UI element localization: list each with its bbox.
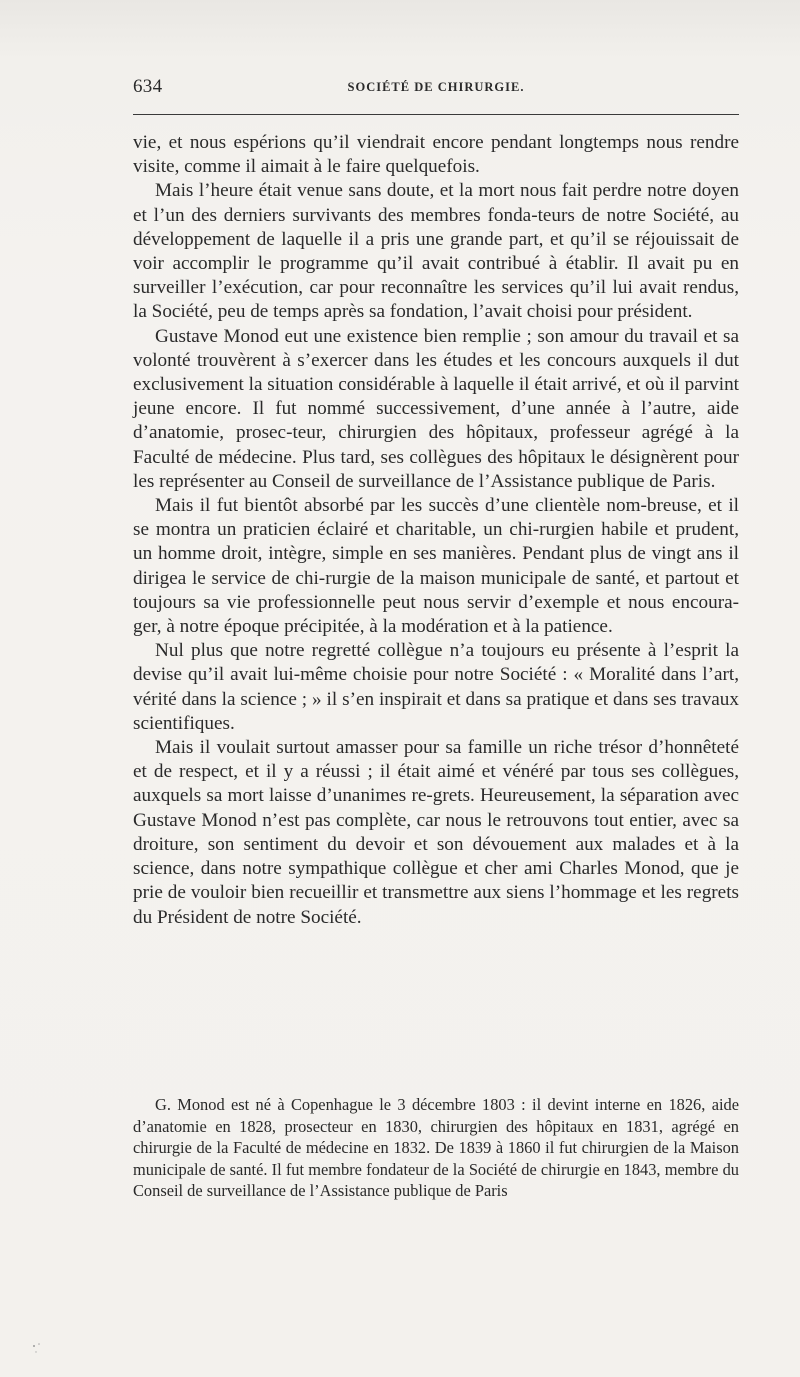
running-head: SOCIÉTÉ DE CHIRURGIE. [347,80,525,94]
header-rule [133,114,739,115]
footnote: G. Monod est né à Copenhague le 3 décembre 1803 : il devint interne en 1826, aide d’anatomie en 1828, prosecteur en 1830, chirurgien des hôpitaux en 1831, agrégé en chirurgie de la Faculté de médecine en 1832. De 1839 à 1860 il fut chirurgien de la Maison municipale de santé. Il fut membre fondateur de la Société de chirurgie en 1843, membre du Conseil de surveillance de l’Assistance publique de Paris [133,1095,739,1201]
paragraph-2: Mais l’heure était venue sans doute, et la mort nous fait perdre notre doyen et l’un des derniers survivants des membres fonda-teurs de notre Société, au développement de laquelle il a pris une grande part, et qu’il se réjouissait de voir accomplir le programme qu’il avait contribué à établir. Il avait pu en surveiller l’exécution, car pour reconnaître les services qu’il lui avait rendus, la Société, peu de temps après sa fondation, l’avait choisi pour président. [133,180,739,323]
paragraph-1: vie, et nous espérions qu’il viendrait encore pendant longtemps nous rendre visite, comme il aimait à le faire quelquefois. [133,132,739,178]
paragraph-3: Gustave Monod eut une existence bien remplie ; son amour du travail et sa volonté trouvèrent à s’exercer dans les études et les concours auxquels il dut exclusivement la situation considérable à laquelle il était arrivé, et où il parvint jeune encore. Il fut nommé successivement, d’une année à l’autre, aide d’anatomie, prosec-teur, chirurgien des hôpitaux, professeur agrégé à la Faculté de médecine. Plus tard, ses collègues des hôpitaux le désignèrent pour les représenter au Conseil de surveillance de l’Assistance publique de Paris. [133,325,739,492]
paragraph-6: Mais il voulait surtout amasser pour sa famille un riche trésor d’honnêteté et de respect, et il y a réussi ; il était aimé et vénéré par tous ses collègues, auxquels sa mort laisse d’unanimes re-grets. Heureusement, la séparation avec Gustave Monod n’est pas complète, car nous le retrouvons tout entier, avec sa droiture, son sentiment du devoir et son dévouement aux malades et à la science, dans notre sympathique collègue et cher ami Charles Monod, que je prie de vouloir bien recueillir et transmettre aux siens l’hommage et les regrets du Président de notre Société. [133,737,739,928]
paper-specks [30,1340,48,1358]
page-number: 634 [133,76,163,97]
paragraph-4: Mais il fut bientôt absorbé par les succès d’une clientèle nom-breuse, et il se montra un praticien éclairé et charitable, un chi-rurgien habile et prudent, un homme droit, intègre, simple en ses manières. Pendant plus de vingt ans il dirigea le service de chi-rurgie de la maison municipale de santé, et partout et toujours sa vie professionnelle peut nous servir d’exemple et nous encoura-ger, à notre époque précipitée, à la modération et à la patience. [133,495,739,638]
body-text [133,131,739,930]
paragraph-5: Nul plus que notre regretté collègue n’a toujours eu présente à l’esprit la devise qu’il avait lui-même choisie pour notre Société : « Moralité dans l’art, vérité dans la science ; » il s’en inspirait et dans sa pratique et dans ses travaux scientifiques. [133,640,739,734]
page-header [133,76,739,102]
